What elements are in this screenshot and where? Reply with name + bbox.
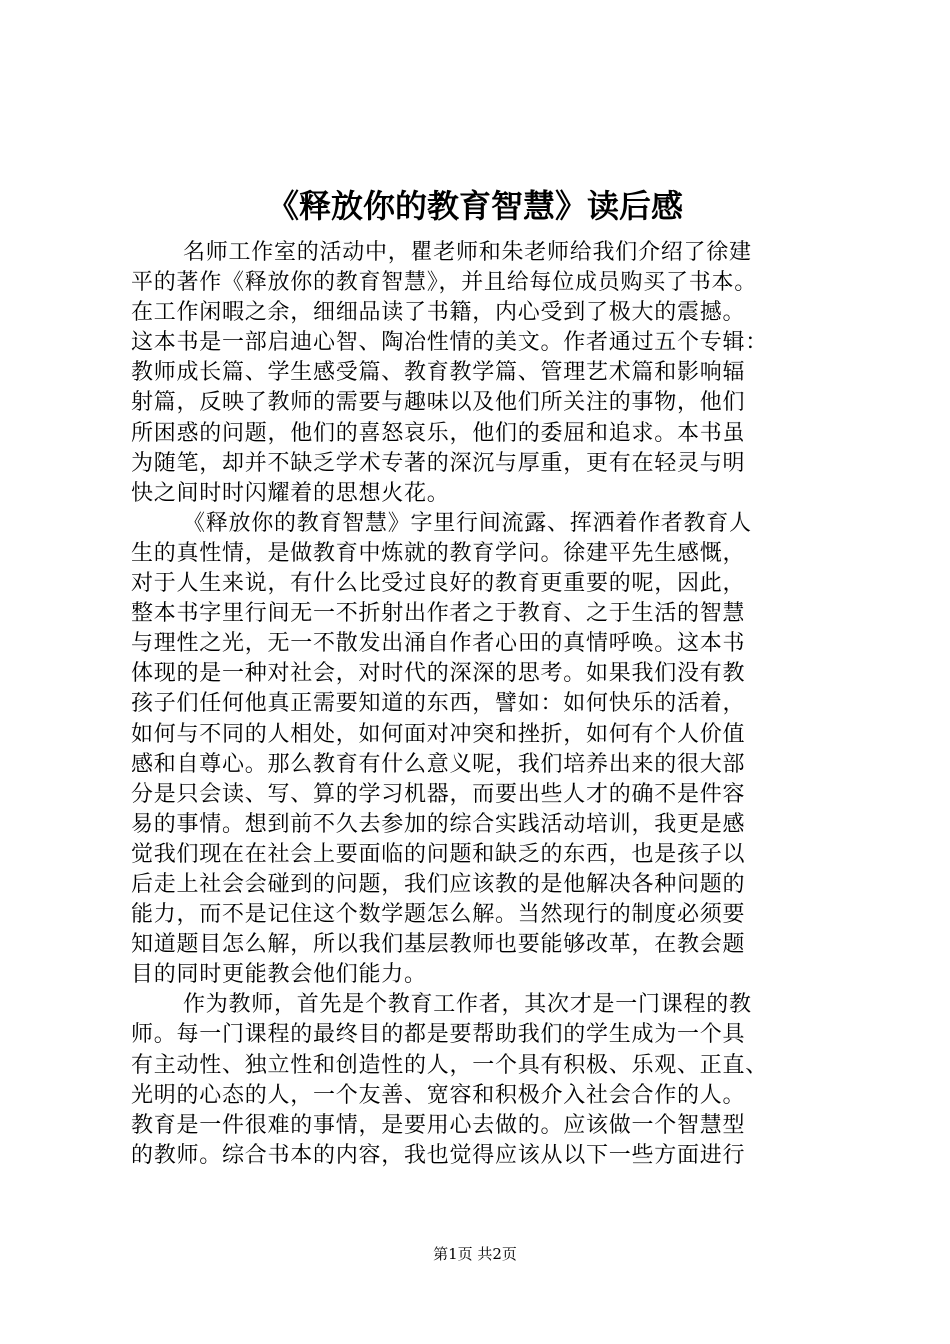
document-body — [131, 238, 831, 1171]
paragraph-3-line-1: 作为教师，首先是个教育工作者，其次才是一门课程的教 — [183, 992, 752, 1018]
paragraph-2-line-6: 体现的是一种对社会，对时代的深深的思考。如果我们没有教 — [131, 661, 746, 687]
paragraph-2-line-7: 孩子们任何他真正需要知道的东西，譬如：如何快乐的活着， — [131, 691, 746, 717]
paragraph-2-line-3: 对于人生来说，有什么比受过良好的教育更重要的呢，因此， — [131, 571, 746, 597]
paragraph-2-line-5: 与理性之光，无一不散发出涌自作者心田的真情呼唤。这本书 — [131, 631, 746, 657]
paragraph-2-line-2: 生的真性情，是做教育中炼就的教育学问。徐建平先生感慨， — [131, 540, 746, 566]
paragraph-1-line-1: 名师工作室的活动中，瞿老师和朱老师给我们介绍了徐建 — [183, 240, 752, 265]
paragraph-1-line-2: 平的著作《释放你的教育智慧》，并且给每位成员购买了书本。 — [131, 270, 758, 296]
paragraph-2-line-13: 后走上社会会碰到的问题，我们应该教的是他解决各种问题的 — [131, 871, 746, 897]
paragraph-2-line-12: 觉我们现在在社会上要面临的问题和缺乏的东西，也是孩子以 — [131, 841, 746, 867]
paragraph-1-line-7: 所困惑的问题，他们的喜怒哀乐，他们的委屈和追求。本书虽 — [131, 420, 746, 446]
paragraph-2-line-16: 目的同时更能教会他们能力。 — [131, 962, 427, 988]
paragraph-3-line-3: 有主动性、独立性和创造性的人，一个具有积极、乐观、正直、 — [131, 1052, 769, 1078]
paragraph-2-line-4: 整本书字里行间无一不折射出作者之于教育、之于生活的智慧 — [131, 601, 746, 627]
paragraph-2-line-9: 感和自尊心。那么教育有什么意义呢，我们培养出来的很大部 — [131, 751, 746, 777]
paragraph-1-line-9: 快之间时时闪耀着的思想火花。 — [131, 480, 450, 506]
paragraph-2-line-14: 能力，而不是记住这个数学题怎么解。当然现行的制度必须要 — [131, 902, 746, 928]
paragraph-1-line-6: 射篇，反映了教师的需要与趣味以及他们所关注的事物，他们 — [131, 390, 746, 416]
paragraph-1-line-8: 为随笔，却并不缺乏学术专著的深沉与厚重，更有在轻灵与明 — [131, 450, 746, 476]
paragraph-2-line-10: 分是只会读、写、算的学习机器，而要出些人才的确不是件容 — [131, 781, 746, 807]
paragraph-2-line-15: 知道题目怎么解，所以我们基层教师也要能够改革，在教会题 — [131, 932, 746, 958]
paragraph-3-line-5: 教育是一件很难的事情，是要用心去做的。应该做一个智慧型 — [131, 1112, 746, 1138]
paragraph-2-line-11: 易的事情。想到前不久去参加的综合实践活动培训，我更是感 — [131, 811, 746, 837]
page-number-footer: 第1页 共2页 — [433, 1245, 517, 1263]
document-title: 《释放你的教育智慧》读后感 — [266, 187, 683, 225]
paragraph-1-line-3: 在工作闲暇之余，细细品读了书籍，内心受到了极大的震撼。 — [131, 300, 746, 326]
paragraph-2-line-8: 如何与不同的人相处，如何面对冲突和挫折，如何有个人价值 — [131, 721, 746, 747]
paragraph-3-line-4: 光明的心态的人，一个友善、宽容和积极介入社会合作的人。 — [131, 1082, 746, 1108]
paragraph-1-line-4: 这本书是一部启迪心智、陶冶性情的美文。作者通过五个专辑： — [131, 330, 769, 356]
paragraph-3-line-2: 师。每一门课程的最终目的都是要帮助我们的学生成为一个具 — [131, 1022, 746, 1048]
paragraph-3-line-6: 的教师。综合书本的内容，我也觉得应该从以下一些方面进行 — [131, 1142, 746, 1168]
paragraph-1-line-5: 教师成长篇、学生感受篇、教育教学篇、管理艺术篇和影响辐 — [131, 360, 746, 386]
paragraph-2-line-1: 《释放你的教育智慧》字里行间流露、挥洒着作者教育人 — [183, 510, 752, 536]
